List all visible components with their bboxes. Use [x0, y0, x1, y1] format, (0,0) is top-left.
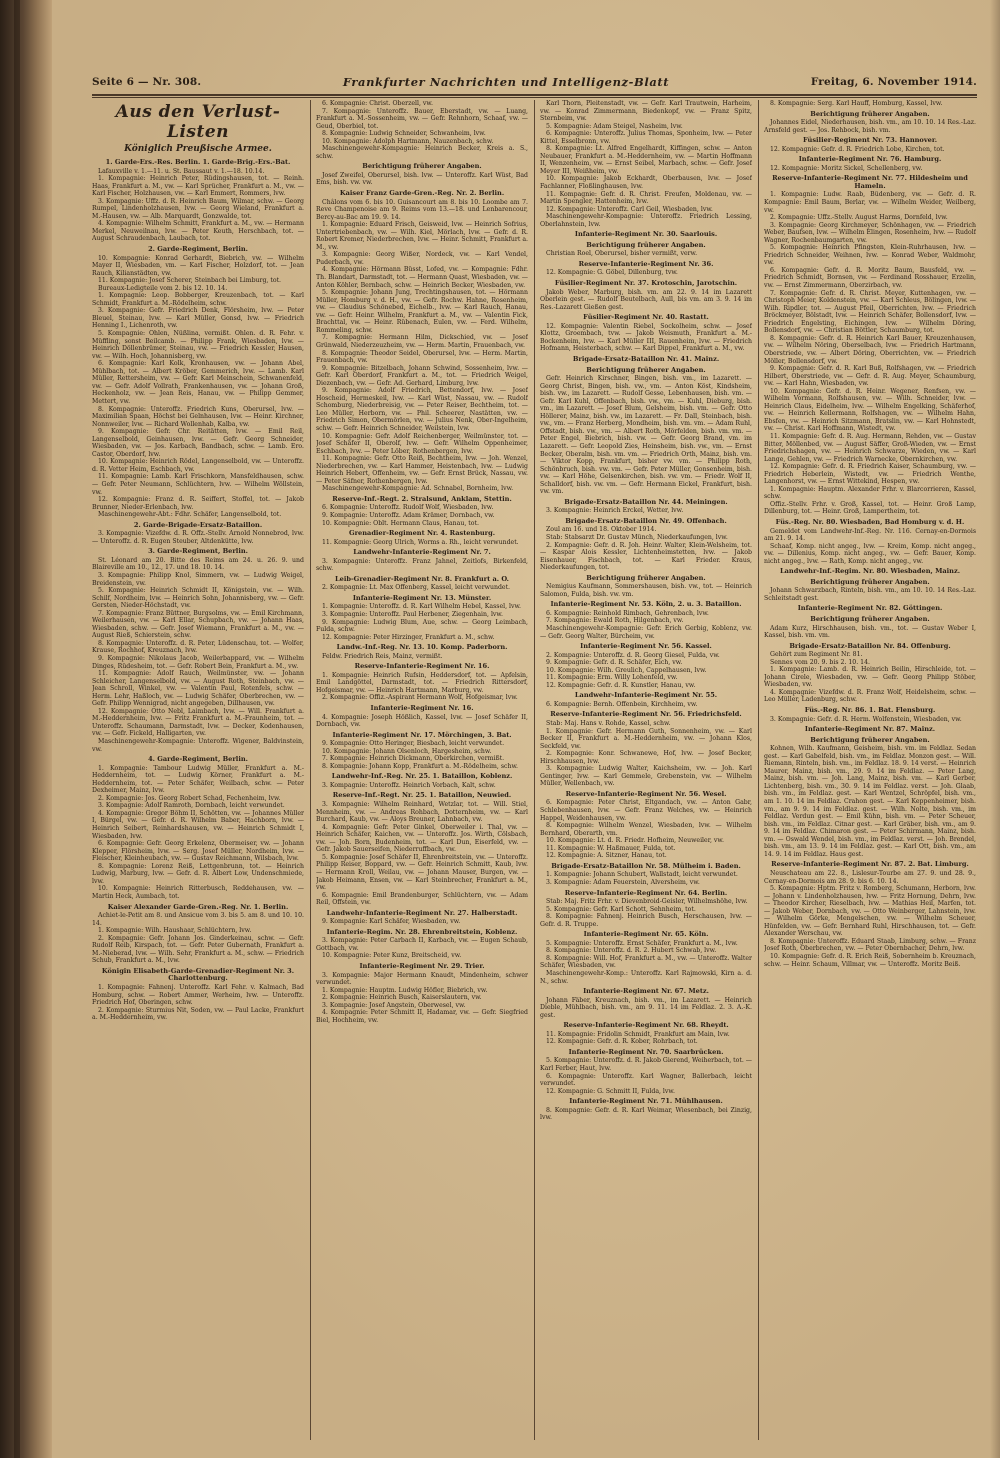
list-entry: 5. Kompagnie: Johann Jung, Trechtingshausen, tot. — Hörmann Müller, Homburg v. d. H., vw. — Gefr. Rochw. Hahne, Rosenheim, vw. — Claudius Schönebed, Eichelb., lvw. — Karl Rauch, Hanau, vw. — Gefr. Heinr. Wilhelm, Frankfurt a. M., vw. — Valentin Fick, Brachttal, vw. — Heinr. Rübenach, Eulen, vw. — Ferd. Wilhelm, Rommeling, schw.: [316, 289, 528, 334]
section-heading: Königin Elisabeth-Garde-Grenadier-Regiment Nr. 3. Charlottenburg.: [101, 966, 295, 983]
list-entry: 9. Kompagnie: Gefr. d. R. Karl Buß, Rolfshagen, vw. — Friedrich Hilbert, Oberstriede, vw. — Gefr. d. R. Aug. Meyer, Schaumburg, vw. — Karl Hahn, Wiesbaden, vw.: [764, 365, 976, 388]
section-heading: Reserve-Infanterie-Regiment Nr. 56. Wesel.: [565, 789, 727, 798]
column-rule: [310, 100, 311, 1440]
list-entry: St. Léonard am 20. Bitte des Reims am 24. u. 26. 9. und Blaireville am 10., 12., 17. und 18. 10. 14.: [92, 556, 304, 572]
list-entry: Offiz.-Stellv. Frhr. v. Groß, Kassel, tot. — Heinr. Groß Lamp, Dillenburg, tot. — Heinr. Groß, Lampertheim, tot.: [764, 500, 976, 516]
list-entry: 8. Kompagnie: Unteroffz. Friedrich Kuns, Oberursel, lvw. — Maximilian Spaan, Höchst bei Gelnhausen, lvw. — Heinr. Kirchner, Nonnweiler, lvw. — Richard Wollenhab, Kalba, vw.: [92, 405, 304, 428]
list-entry: Gehört zum Regiment Nr. 81.: [770, 651, 863, 659]
list-entry: 10. Kompagnie: Oblt. Hermann Claus, Hanau, tot.: [322, 519, 479, 527]
list-entry: Lafauxville v. 1.—11. u. St. Baussaut v. 1.—18. 10.14.: [98, 167, 265, 175]
list-entry: 5. Kompagnie: Unteroffz. d. R. Jakob Gierend, Weiherbach, tot. — Karl Ferber, Haut, lvw.: [540, 1057, 752, 1072]
list-entry: 3. Kompagnie: Georg Wißer, Nordeck, vw. — Karl Vendel, Puderbach, vw.: [316, 251, 528, 266]
list-entry: 8. Kompagnie: Gefr. d. R. Heinrich Karl Bauer, Kreuzenhausen, vw. — Wilhelm Nöring, Oberselbach, lvw. — Friedrich Hartmann, Oberstriede, vw. — Albert Döring, Oberrichten, vw. — Friedrich Möller, Bollensdorf, vw.: [764, 334, 976, 365]
list-entry: 2. Kompagnie: Gefr. d. R. Joh. Heinr. Walter, Klein-Welsheim, tot. — Kaspar Alois Kessler, Lichtenheimstetten, lvw. — Jakob Eisenhauer, Fischbach, tot. — Karl Frieder. Kraus, Niederkaufungen, tot.: [540, 541, 752, 572]
list-entry: 1. Kompagnie: Lamb. d. R. Heinrich Beilin, Hirschleide, tot. — Johann Cirele, Wiesbaden, vw. — Gefr. Georg Philipp Stöber, Wiesbaden, vw.: [764, 666, 976, 689]
masthead-title: Frankfurter Nachrichten und Intelligenz-Blatt: [342, 75, 670, 89]
section-heading: Berichtigung früherer Angaben.: [362, 162, 482, 171]
list-entry: 8. Kompagnie: Lorenz Reiß, Lettgenbrunn, tot. — Heinrich Ludwig, Marburg, lvw. — Gefr. d. R. Albert Low, Undenschmiede, lvw.: [92, 862, 304, 885]
list-entry: 9. Kompagnie: Nikolaus Jacob, Weilerbappard, vw. — Wilhelm Dinges, Rüdesheim, tot. — Gefr. Robert Bein, Frankfurt a. M., vw.: [92, 655, 304, 670]
section-heading: 3. Garde-Regiment, Berlin.: [148, 547, 248, 556]
list-entry: 11. Kompagnie: Gefr. d. R. Christ. Freufen, Moldenau, vw. — Martin Spengler, Hattenheim, lvw.: [540, 190, 752, 206]
section-heading: Infanterie-Regiment Nr. 29. Trier.: [359, 961, 485, 970]
list-entry: 5. Kompagnie: Josef Schäfer II, Ehrenbreitstein, vw. — Unteroffz. Philipp Reiser, Boppard, vw. — Gefr. Heinrich Schmitt, Kaub, lvw. — Hermann Kroll, Weilau, vw. — Johann Mauser, Burgen, vw. — Jakob Heimann, Ensen, vw. — Karl Steinbrecher, Frankfurt a. M., vw.: [316, 853, 528, 892]
list-entry: 12. Kompagnie: Peter Hirzinger, Frankfurt a. M., schw.: [322, 633, 495, 641]
list-entry: Jakob Weber, Marburg, bish. vm. am 22. 9. 14 im Lazarett Oberlein gest. — Rudolf Beutelbach, Aull, bis vm. am 3. 9. 14 im Res.-Lazarett Gießen gest.: [540, 288, 752, 311]
list-entry: Stab: Maj. Hans v. Rohde, Kassel, schw.: [546, 720, 671, 728]
list-entry: 8. Kompagnie: Fahnenj. Heinrich Busch, Herschausen, lvw. — Gefr. d. R. Truppe.: [540, 913, 752, 928]
section-heading: Infanterie-Regiment Nr. 67. Metz.: [583, 987, 709, 996]
section-heading: Füsilier-Regiment Nr. 37. Krotoschin, Jarotschin.: [554, 279, 738, 288]
section-heading: Reserve-Infanterie-Regiment Nr. 36.: [578, 259, 714, 268]
list-entry: 9. Kompagnie: Adolf Friedrich, Bettendorf, lvw. — Josef Hoscheid, Hermeskeil, lvw. — Karl Wüst, Nassau, vw. — Rudolf Schomburg, Niederbreisig, vw. — Peter Reiser, Bechtheim, tot. — Leo Müller, Herborn, vw. — Phil. Scheerer, Nastätten, vw. — Friedrich Simon, Obermörlen, vw. — Julius Nenk, Ober-Ingelheim, schw. — Gefr. Heinrich Schneider, Weilstein, lvw.: [316, 387, 528, 432]
list-entry: 6. Kompagnie: Gefr. Georg Erkelenz, Obermeiser, vw. — Johann Klepper, Flörsheim, lvw. — Serg. Josef Müller, Nordheim, lvw. — Fleischer, Kleinheubach, vw. — Gustav Reichmann, Wilsbach, lvw.: [92, 840, 304, 863]
list-entry: 9. Kompagnie: Unteroffz. Adam Krämer, Dornbach, vw.: [322, 511, 495, 519]
list-entry: 10. Kompagnie: Gefr. d. R. Heinr. Wegener, Renfsen, vw. — Wilhelm Vormann, Rolfshausen, vw. — Wilh. Schneider, lvw. — Heinrich Claus, Eidelheim, lvw. — Wilhelm Engelking, Schäferhof, vw. — Heinrich Kellermann, Rolfshagen, vw. — Wilhelm Hahn, Ebsfen, vw. — Heinrich Sitzmann, Bratslin, vw. — Karl Hohnstedt, vw. — Christ. Karl Hoffmann, Wistedt, vw.: [764, 387, 976, 433]
list-entry: 5. Kompagnie: Adam Steigel, Nasheim, lvw.: [546, 122, 683, 130]
list-entry: Maschinengewehr-Kompagnie: Heinrich Becker, Kreis a. S., schw.: [316, 145, 528, 160]
column-4: [764, 100, 976, 1440]
list-entry: 10. Kompagnie: Peter Kunz, Breitscheid, vw.: [322, 952, 462, 960]
list-entry: 10. Kompagnie: Johann Olsenloch, Hargesheim, schw.: [322, 747, 492, 755]
list-entry: Josef Zweifel, Oberursel, bish. lvw. — Unteroffz. Karl Wüst, Bad Ems, bish. vw. vw.: [316, 171, 528, 187]
section-heading: Berichtigung früherer Angaben.: [586, 365, 706, 374]
section-heading: Füs.-Reg. Nr. 80. Wiesbaden, Bad Homburg v. d. H.: [775, 517, 965, 526]
list-entry: 1. Kompagnie: Unteroffz. d. R. Karl Wilhelm Hebel, Kassel, lvw.: [322, 603, 522, 611]
list-entry: 10. Kompagnie: Heinrich Ritterbusch, Reddehausen, vw. — Martin Heck, Aumbach, tot.: [92, 885, 304, 900]
list-entry: 1. Kompagnie: Tambour Ludwig Müller, Frankfurt a. M.-Heddernheim, tot. — Ludwig Körner, Frankfurt a. M.-Heddernheim, tot. — Peter Schäfer, Weilbach, schw. — Peter Dexheimer, Mainz, lvw.: [92, 764, 304, 795]
list-entry: 2. Kompagnie: Konr. Schwanewe, Hof, lvw. — Josef Becker, Hirschhausen, lvw.: [540, 750, 752, 765]
list-entry: 2. Kompagnie: Sturmius Nit, Soden, vw. — Paul Lacke, Frankfurt a. M.-Heddernheim, vw.: [92, 1006, 304, 1022]
list-entry: 9. Kompagnie: Karl Schäfer, Wiesbaden, vw.: [322, 918, 461, 926]
list-entry: Gemeldet vom Landwehr-Inf.-Reg. Nr. 116. Cernay-en-Dormois am 21. 9. 14.: [764, 527, 976, 543]
list-entry: 2. Kompagnie: Lt. Max Offenberg, Kassel, leicht verwundet.: [322, 584, 511, 592]
list-entry: 12. Kompagnie: Unteroffz. Carl Geil, Wiesbaden, lvw.: [546, 205, 713, 213]
list-entry: 3. Kompagnie: Adolf Ramroth, Dornbach, leicht verwundet.: [98, 802, 285, 810]
list-entry: 3. Kompagnie: Gefr. Friedrich Denk, Flörsheim, lvw. — Peter Bleuel, Steinau, lvw. — Karl Müller, Gonsd, lvw. — Friedrich Henning I., Lichenroth, vw.: [92, 307, 304, 330]
list-entry: 6. Kompagnie: Peter Christ, Eltgandach, vw. — Anton Gabr, Schlebenhausen, lvw. — Gefr. Franz Welches, vw. — Heinrich Happel, Weidenhausen, vw.: [540, 799, 752, 822]
list-entry: 7. Kompagnie: Ewald Roth, Hilgenbach, vw.: [546, 617, 684, 625]
section-heading: Berichtigung früherer Angaben.: [810, 577, 930, 586]
column-1: [92, 100, 304, 1440]
page-edge-shadow: [990, 0, 1000, 1458]
list-entry: 4. Kompagnie: Peter Schmitt II, Hadamar, vw. — Gefr. Siegfried Biel, Hochheim, vw.: [316, 1009, 528, 1024]
page-number: Seite 6 — Nr. 308.: [92, 76, 202, 88]
list-entry: 11. Kompagnie: W. Haßmauer, Fulda, tot.: [546, 844, 676, 852]
list-entry: Maschinengewehr-Kompagnie: Unteroffz. Friedrich Lessing, Oberlahnstein, lvw.: [540, 213, 752, 228]
section-heading: Reserve-Infanterie-Regiment Nr. 64. Berlin.: [564, 888, 728, 897]
list-entry: Adam Kurz, Hirschhausen, bish. vm., tot. — Gustav Weber I, Kassel, bish. vm. vm.: [764, 624, 976, 640]
list-entry: Stab: Maj. Fritz Frhr. v. Dievenbroid-Geisler, Wilhelmshöhe, lvw.: [546, 898, 748, 906]
list-entry: 10. Kompagnie: Jakob Eckhardt, Oberbausen, lvw. — Josef Fachlanner, Floßlinghausen, lvw.: [540, 175, 752, 191]
section-heading: Berichtigung früherer Angaben.: [586, 573, 706, 582]
list-entry: Stab: Stabsarzt Dr. Gustav Münch, Niederkaufungen, lvw.: [546, 533, 728, 541]
section-heading: Infanterie-Regiment Nr. 56. Kassel.: [580, 642, 712, 651]
section-heading: Brigade-Ersatz-Bataillon Nr. 41. Mainz.: [572, 354, 720, 363]
list-entry: 11. Kompagnie: Adolf Rauch, Weilmünster, vw. — Johann Schleicher, Langenselbold, vw. — August Roth, Steinbach, vw. — Jean Schroll, Winkel, vw. — Valentin Paul, Rotenfels, schw. — Herm. Lehr, Haßloch, vw. — Ludwig Schäfer, Oberbrechen, vw. — Gefr. Philipp Wennigrad, nicht angegeben, Dillhausen, vw.: [92, 670, 304, 708]
section-heading: Berichtigung früherer Angaben.: [810, 109, 930, 118]
list-entry: 8. Kompagnie: Unteroffz. d. R. Peter, Lüdenschau, tot. — Wolfer, Krause, Rochhof, Kreuznach, lvw.: [92, 639, 304, 655]
list-entry: 4. Kompagnie: Hörmann Büsst, Lofed, vw. — Kompagnie: Fdhr. Th. Blandart, Darmstadt, tot. — Hermann Quast, Wiesbaden, vw. — Anton Köhler, Bernbach, schw. — Heinrich Becker, Wiesbaden, vw.: [316, 266, 528, 289]
section-heading: Infanterie-Regiment Nr. 82. Göttingen.: [797, 604, 943, 613]
list-entry: 6. Kompagnie: Unteroffz. Julius Thomas, Sponheim, lvw. — Peter Kittel, Esselbronn, vw.: [540, 130, 752, 145]
list-entry: 5. Kompagnie: Gefr. Karl Schott, Sehnheim, tot.: [546, 905, 696, 913]
list-entry: 2. Kompagnie: Jos. Georg Robert Schad, Fechenheim, lvw.: [98, 794, 281, 802]
list-entry: 1. Kompagnie: Heinrich Peter, Rüdingshausen, tot. — Reinh. Haas, Frankfurt a. M., vw. — Karl Sprücher, Frankfurt a. M., vw. — Karl Fischer, Holzhausen, vw. — Karl Emmert, Rommers, lvw.: [92, 175, 304, 198]
list-entry: 1. Kompagnie: Wilh. Haushaar, Schlüchtern, lvw.: [98, 927, 252, 935]
list-entry: 8. Kompagnie: Wilhelm Wenzel, Wiesbaden, lvw. — Wilhelm Bernhard, Oberarth, vm.: [540, 822, 752, 837]
section-heading: Infanterie-Regiment Nr. 53. Köln, 2. u. 3. Bataillon.: [550, 600, 742, 609]
list-entry: 7. Kompagnie: Heinrich Dickmann, Oberkirchen, vermißt.: [322, 755, 505, 763]
list-entry: Johann Fäber, Kreuznach, bish. vm., im Lazarett. — Heinrich Dieble, Mühlbach, bish. vm., am 9. 11. 14 im Feldlaz. 2. 3. A.-K. gest.: [540, 996, 752, 1019]
section-heading: Infanterie-Regiment Nr. 16.: [370, 704, 474, 713]
section-heading: Landwehr-Infanterie-Regiment Nr. 7.: [353, 548, 491, 557]
list-entry: Bureaux-Ledigteile vom 2. bis 12. 10. 14.: [98, 284, 228, 292]
section-heading: Berichtigung früherer Angaben.: [586, 240, 706, 249]
section-heading: 1. Garde-Ers.-Res. Berlin. 1. Garde-Brig.-Ers.-Bat.: [105, 158, 291, 166]
list-entry: 8. Kompagnie: Lt. Alfred Engelhardt, Kiffingen, schw. — Anton Neubauer, Frankfurt a. M.-Heddernheim, vw. — Martin Hoffmann II, Wenzenheim, vw. — Ernst Seibel, Marbach, schw. — Gefr. Josef Meyer III, Weißheim, vw.: [540, 145, 752, 175]
column-rule: [534, 100, 535, 1440]
list-entry: 8. Kompagnie: Will. Hof, Frankfurt a. M., vw. — Unteroffz. Walter Schäfer, Wiesbaden, vw.: [540, 954, 752, 970]
section-heading: Infanterie-Regiment Nr. 87. Mainz.: [804, 725, 936, 734]
list-entry: 1. Kompagnie: Gefr. Hermann Guth, Sonnenheim, vw. — Karl Becker II, Frankfurt a. M.-Heddernheim, vw. — Johann Klos, Seckfeld, vw.: [540, 727, 752, 750]
list-entry: 10. Kompagnie: Lt. d. R. Friedr. Hofheim, Neuweiler, vw.: [546, 837, 724, 845]
list-entry: 6. Kompagnie: Bernh. Offenbein, Kirchheim, vw.: [546, 700, 698, 708]
list-entry: 10. Kompagnie: Konrad Gerhardt, Biebrich, vw. — Wilhelm Mayer II, Wiesbaden, vm. — Karl Fischer, Holzdorf, tot. — Jean Rauch, Kilianstädten, vw.: [92, 254, 304, 277]
list-entry: 8. Kompagnie: Ludwig Schneider, Schwanheim, lvw.: [322, 130, 486, 138]
column-3: [540, 100, 752, 1440]
subhead: Königlich Preußische Armee.: [124, 144, 272, 154]
list-entry: 7. Kompagnie: Gefr. d. R. Christ. Meyer, Kuttenhagen, vw. — Christoph Meier, Koldenstein, vw. — Karl Schleus, Bölingen, lvw. — Wilh. Ripdler, tot. — August Pfeil, Oberrichten, lvw. — Friedrich Bröckmeyer, Bölstadt, lvw. — Heinrich Schäfer, Bollensdorf, lvw. — Friedrich Engelsting, Eichingen, lvw. — Wilhelm Döring, Bollensdorf, vw. — Christian Böttler, Schaumburg, tot.: [764, 289, 976, 335]
list-entry: 4. Kompagnie: Gefr. Peter Ginkel, Oberweiler i. Thal, vw. — Heinrich Schäfer, Kaichen, vw. — Unteroffz. Jos. Wirth, Cölsbach, vw. — Joh. Born, Budenheim, tot. — Karl Dun, Eiserfeld, vw. — Gefr. Jakob Sauerseifen, Niederruffbach, vw.: [316, 823, 528, 854]
list-entry: Maschinengewehr-Kompagnie: Unteroffz. Wigener, Baldvinstein, vw.: [92, 738, 304, 753]
list-entry: 12. Kompagnie: A. Sitzner, Hanau, tot.: [546, 852, 667, 860]
list-entry: Achiet-le-Petit am 8. und Ansicue vom 3. bis 5. am 8. und 10. 10. 14.: [92, 912, 304, 927]
list-entry: 12. Kompagnie: Gefr. d. R. Friedrich Kaiser, Schaumburg, vw. — Friedrich Heberlein, Wistedt, vw. — Friedrich Wenthe, Langenhorst, vw. — Ernst Wittekind, Hespen, vw.: [764, 463, 976, 486]
section-heading: 4. Garde-Regiment, Berlin.: [148, 755, 248, 764]
list-entry: 3. Kompagnie: Uffz. d. R. Heinrich Baum, Wilmar, schw. — Georg Rumpel, Lindenholzhausen, lvw. — Georg Wieland, Frankfurt a. M.-Hausen, vw. — Alb. Marquardt, Gonzwalde, tot.: [92, 197, 304, 220]
section-heading: Landwehr-Inf.-Reg. Nr. 25. 1. Bataillon, Koblenz.: [331, 772, 513, 781]
list-entry: 8. Kompagnie: Unteroffz. d. R. 2. Hubert Schwab, lvw.: [546, 947, 717, 955]
list-entry: Kohnen, Wilh. Kaufmann, Geisheim, bish. vm. im Feldlaz. Sedan gest. — Karl Gabelfeld, bish. vm., im Feldlaz. Monzon gest. — Will. Riemann, Rinteln, bish. vm., im Feldlaz. 18. 9. 14 verst. — Heinrich Maurer, Mainz, bish. vm., 29. 9. 14 im Feldlaz. — Peter Lang, Mainz, bish. vm. — Joh. Lang, Mainz, bish. vm. — Karl Gerber, Lichtenberg, bish. vm., 30. 9. 14 im Feldlaz. verst. — Joh. Glaab, bish. vm., im Feldlaz. gest. — Karl Wentzel, Schröpfel, bish. vm., am 1. 10. 14 im Feldlaz. Crahon gest. — Karl Keppenheimer, bish. vm., am 9. 9. 14 im Feldlaz. gest. — Wilh. Nolte, bish. vm., im Feldlaz. Verdun gest. — Emil Kühn, bish. vm. — Peter Scheuer, bish. vm., im Feldlaz. Citnar gest. — Karl Gräber, bish. vm., am 9. 9. 14 im Feldlaz. Chimaron gest. — Peter Schirmann, Mainz, bish. vm. — Oswald Wendel, bish. vm., im Feldlaz. verst. — Joh. Brendel, bish. vm., am 13. 9. 14 im Feldlaz. gest. — Karl Ott, bish. vm., am 14. 9. 14 im Feldlaz. Haus gest.: [764, 745, 976, 858]
list-entry: 3. Kompagnie: Josef Angstein, Oberwesel, vw.: [322, 1001, 466, 1009]
list-entry: 6. Kompagnie: Unteroffz. Karl Wagner, Ballerbach, leicht verwundet.: [540, 1072, 752, 1088]
section-heading: Reserve-Infanterie-Regiment Nr. 56. Friedrichsfeld.: [550, 710, 742, 719]
section-heading: Brigade-Ersatz-Bataillon Nr. 58. Mülheim i. Baden.: [551, 861, 741, 870]
list-entry: Maschinengewehr-Abt.: Fdhr. Schäfer, Langenselbold, tot.: [98, 511, 282, 519]
section-heading: Brigade-Ersatz-Bataillon Nr. 44. Meiningen.: [564, 497, 728, 506]
section-heading: Infanterie-Regiment Nr. 76. Hamburg.: [798, 155, 942, 164]
list-entry: Châlons vom 6. bis 10. Guisancourt am 8. bis 10. Loombe am 7. Reve Champenoise am 9. Reims vom 13.—18. und Lenbarencour, Bercy-au-Bac am 19. 9. 14.: [316, 198, 528, 221]
list-entry: 5. Kompagnie: Heinrich Schmidt II, Königstein, vw. — Wilh. Schilf, Nordheim, lvw. — Heinrich Sohn, Johannisberg, vw. — Gefr. Gersten, Nieder-Höchstadt, vw.: [92, 587, 304, 610]
book-binding: [0, 0, 52, 1458]
list-entry: 10. Kompagnie: Wilh. Greulich, Cappelhausen, lvw.: [546, 666, 707, 674]
list-entry: 6. Kompagnie: Emil Brandenburger, Schlüchtern, vw. — Adam Reil, Offstein, vw.: [316, 891, 528, 907]
list-entry: 12. Kompagnie: Moritz Sickel, Schellenberg, vw.: [770, 164, 923, 172]
list-entry: 3. Kompagnie: Major Hermann Knaudt, Mindenheim, schwer verwundet.: [316, 971, 528, 987]
section-heading: Infanterie-Regiment Nr. 13. Münster.: [352, 593, 492, 602]
list-entry: 3. Kompagnie: Unteroffz. Paul Herbener, Ziegenhain, lvw.: [322, 611, 503, 618]
list-entry: 3. Kompagnie: Gefr. d. R. Herm. Wolfenstein, Wiesbaden, vw.: [770, 715, 962, 723]
list-entry: Maschinengewehr-Komp.: Unteroffz. Karl Rajmowski, Kirn a. d. N., schw.: [540, 969, 752, 985]
list-entry: 4. Kompagnie: Gregor Böhm II, Schötten, vw. — Johannes Müller I, Bürgel, vw. — Gefr. d. R. Wilhelm Baber, Hachborn, lvw. — Heinrich Seibert, Reinhardshausen, vw. — Heinrich Schmidt I, Wiesbaden, lvw.: [92, 809, 304, 840]
list-entry: Sennes vom 20. 9. bis 2. 10. 14.: [770, 658, 871, 666]
binding-stripe: [14, 0, 20, 1458]
list-entry: Gefr. Heinrich Kirschner, Bingen, bish. vm., im Lazarett. — Georg Christ, Bingen, bish. vw., vm. — Anton Köst, Kindsheim, bish. vw., im Lazarett. — Rudolf Gesse, Lebenhausen, bish. vm. — Gefr. Karl Kuhl, Offenbach, bish. vw., vm. — Kuhl, Dieburg, bish. vm., im Lazarett. — Josef Blum, Gelsheim, bish. vm. — Gefr. Otto Höllerer, Mainz, bish. vw., im Lazarett. — Fr. Dall, Steinbach, bish. vw., vm. — Franz Herberg, Mondheim, bish. vm. vm. — Adam Ruhl, Offstadt, bish. vw., vm. — Albert Roth, Mörfelden, bish. vm. vm. — Peter Engel, Biebrich, bish. vw. — Gefr. Georg Brand, vm. im Lazarett. — Gefr. Leopold Zies, Heinsheim, bish. vw., vm. — Ernst Becker, Oberalm, bish. vm. vm. — Friedrich Orth, Mainz, bish. vm. — Viktor Kopp, Frankfurt, bisher vw. vm. — Philipp Roth, Schönbruch, bish. vw. vm. — Gefr. Peter Müller, Gonsenheim, bish. vw. — Karl Höhe, Gelsenkirchen, bish. vw. vm. — Friedr. Wolf II, Schalldorf, bish. vw. vm. — Gefr. Hermann Eickel, Frankfurt, bish. vw. vm.: [540, 375, 752, 496]
section-heading: Infanterie-Regiment Nr. 71. Mühlhausen.: [569, 1097, 723, 1106]
section-heading: Füsilier-Regiment Nr. 40. Rastatt.: [583, 313, 709, 322]
section-heading: Reserve-Infanterie-Regiment Nr. 87. 2. Bat. Limburg.: [771, 860, 969, 869]
column-rule: [758, 100, 759, 1440]
list-entry: 2. Kompagnie: Unteroffz. d. R. Georg Giesel, Fulda, vw.: [546, 651, 720, 659]
section-heading: Kaiser Franz Garde-Gren.-Reg. Nr. 2. Berlin.: [339, 189, 505, 198]
list-entry: 3. Kompagnie: Wilhelm Reinhard, Wetzlar, tot. — Will. Stiel, Mennheim, vw. — Andreas Rohbach, Dotternheim, vw. — Karl Burchard, Kaub, vw. — Aloys Breuner, Lahnbach, vw.: [316, 801, 528, 824]
page-header: [92, 72, 977, 92]
section-heading: Landwehr-Infanterie-Regiment Nr. 27. Halberstadt.: [326, 908, 518, 917]
list-entry: 7. Kompagnie: Franz Büttner, Burgsolms, vw. — Emil Kirchmann, Weilerhausen, vw. — Karl Ellar, Schupbach, vw. — Johann Haas, Wiesbaden, schw. — Gefr. Josef Wiemann, Frankfurt a. M., vw. — August Rieß, Schierstein, schw.: [92, 609, 304, 640]
list-entry: 9. Kompagnie: Bitzelbach, Johann Schwind, Sossenheim, lvw. — Gefr. Karl Oberdorf, Frankfurt a. M., tot. — Friedrich Weigel, Diezenbach, vw. — Gefr. Ad. Gerhard, Limburg, lvw.: [316, 364, 528, 387]
list-entry: 11. Kompagnie: Gefr. Otto Reiß, Bechtheim, lvw. — Joh. Wenzel, Niederbrechen, vw. — Karl Hammer, Heistenbach, lvw. — Ludwig Heinrich Hebert, Offenheim, vw. — Gefr. Ernst Brück, Nassau, vw. — Peter Säfner, Rothenbergen, lvw.: [316, 455, 528, 485]
list-entry: 5. Kompagnie: Heinrich Pfingsten, Klein-Ruhrhausen, lvw. — Friedrich Schneider, Weihnen, lvw. — Konrad Weber, Waldmohr, vw.: [764, 244, 976, 267]
list-entry: 3. Kompagnie: Heinrich Erckel, Wetter, lvw.: [546, 507, 684, 515]
list-entry: 5. Kompagnie: Hptm. Fritz v. Romberg, Schumann, Herborn, lvw. — Johann v. Lindenholzhausen, lvw. — Fritz Hornung, Dehrn, lvw. — Theodor Kircher, Rieselbach, lvw. — Mathias Heil, Marfen, tot. — Jakob Weber, Dornbach, vw. — Otto Weinberger, Lahnstein, lvw. — Wilhelm Görke, Mengelschen, vw. — Wilhelm Scheuer, Hünfelden, vw. — Gefr. Bernhard Ruhl, Hirschhausen, tot. — Gefr. Alexander Werschau, vw.: [764, 885, 976, 938]
list-entry: 1. Kompagnie: Heinrich Rufsin, Heddersdorf, tot. — Apfelsin, Emil Landgöttel, Darmstadt, tot. — Friedrich Rittersdorf, Hofgeismar, vw. — Heinrich Hartmann, Marburg, vw.: [316, 671, 528, 694]
list-entry: Neuschateau am 22. 8., Lislesur-Tourbe am 27. 9. und 28. 9., Cernay-en-Dormois am 28. 9. bis 6. 10. 14.: [764, 869, 976, 885]
list-entry: 11. Kompagnie: Fridolin Schmidt, Frankfurt am Main, lvw.: [546, 1030, 730, 1038]
section-heading: 2. Garde-Brigade-Ersatz-Bataillon.: [133, 520, 263, 529]
list-entry: 1. Kompagnie: Fahnenj. Unteroffz. Karl Fehr. v. Kalmach, Bad Homburg, schw. — Robert Ammer, Werheim, lvw. — Unteroffz. Friedrich Hof, Oberingen, schw.: [92, 983, 304, 1007]
section-heading: Berichtigung früherer Angaben.: [810, 735, 930, 744]
list-entry: 12. Kompagnie: Gefr. d. R. Kober, Rohrbach, tot.: [546, 1038, 698, 1046]
list-entry: 2. Kompagnie: Uffz.-Stellv. August Harms, Dornfeld, lvw.: [770, 214, 948, 222]
section-heading: Brigade-Ersatz-Bataillon Nr. 84. Offenburg.: [789, 641, 951, 650]
list-entry: 12. Kompagnie: Gefr. d. R. Kunstler, Hanau, vw.: [546, 681, 696, 689]
list-entry: Feldw. Friedrich Reis, Mainz, vermißt.: [322, 652, 443, 660]
list-entry: Nemigius Kaufmann, Sommershausen, bish. vw., tot. — Heinrich Salomon, Fulda, bish. vw. vm.: [540, 583, 752, 598]
section-heading: Reserve-Infanterie-Regiment Nr. 68. Rheydt.: [563, 1021, 729, 1030]
list-entry: 3. Kompagnie: Unteroffz. Franz Jahnel, Zeitlofs, Birkenfeld, schw.: [316, 557, 528, 573]
section-heading: Berichtigung früherer Angaben.: [810, 615, 930, 623]
section-heading: Infanterie-Regiment Nr. 30. Saarlouis.: [574, 230, 718, 239]
section-heading: Landwehr-Inf.-Regim. Nr. 80. Wiesbaden, Mainz.: [780, 567, 960, 576]
list-entry: Johann Schwarzbach, Rinteln, bish. vm., am 10. 10. 14 Res.-Laz. Schleitstadt gest.: [764, 587, 976, 602]
list-entry: 1. Kompagnie: Leop. Bobberger, Kreuzenbach, tot. — Karl Schmidt, Frankfurt a. M.-Rödelheim, schw.: [92, 292, 304, 307]
section-heading: Kaiser Alexander Garde-Gren.-Reg. Nr. 1. Berlin.: [107, 902, 289, 911]
section-heading: Grenadier-Regiment Nr. 4. Rastenburg.: [348, 529, 496, 538]
section-heading: Reserve-Infanterie-Regiment Nr. 77. Hildesheim und Hameln.: [772, 174, 968, 190]
list-entry: 9. Kompagnie: Gefr. d. R. Schäfer, Eich, vw.: [546, 659, 683, 667]
list-entry: 11. Kompagnie: Lamb. Karl Frischkorn, Mansfeldhausen, schw. — Gefr. Peter Neumann, Schlüchtern, lvw. — Wilhelm Wöllstein, vw.: [92, 473, 304, 496]
list-entry: 5. Kompagnie: Unteroffz. Ernst Schäfer, Frankfurt a. M., lvw.: [546, 939, 738, 947]
list-entry: Maschinengewehr-Kompagnie: Ad. Schnabel, Bornheim, lvw.: [322, 485, 514, 493]
section-heading: Reserve-Infanterie-Regiment Nr. 16.: [354, 662, 490, 671]
list-entry: 12. Kompagnie: G. Schmitt II, Fulda, lvw.: [546, 1087, 675, 1095]
list-entry: 3. Kompagnie: Adam Feuerstein, Alversheim, vw.: [546, 878, 700, 886]
list-entry: 10. Kompagnie: Adolph Hartmann, Nauzenbach, schw.: [322, 137, 494, 145]
list-entry: 6. Kompagnie: Gefr. d. R. Moritz Baum, Bausfeld, vw. — Friedrich Schmidt, Bornsen, vw. — Ferdinand Rosshauer, Erzelin, vw. — Ernst Zimmermann, Oberzirbach, vw.: [764, 266, 976, 290]
list-entry: 8. Kompagnie: Serg. Karl Hauff, Homburg, Kassel, lvw.: [770, 100, 943, 107]
list-entry: 11. Kompagnie: Erm. Willy Lohenfeld, vw.: [546, 674, 678, 682]
list-entry: Schaaf, Komp. nicht angeg., lvw. — Kreim, Komp. nicht angeg., vw. — Dillenius, Komp. nicht angeg., vw. — Gefr. Bauer, Komp. nicht angeg., lvw. — Rath, Komp. nicht angeg., vw.: [764, 542, 976, 565]
list-entry: 3. Kompagnie: Philipp Knol, Simmern, vw. — Ludwig Weigel, Breidenstein, vw.: [92, 571, 304, 587]
issue-date: Freitag, 6. November 1914.: [810, 76, 977, 88]
list-entry: Maschinengewehr-Kompagnie: Gefr. Erich Gerbig, Koblenz, vw. — Gefr. Georg Walter, Bürcheim, vw.: [540, 625, 752, 640]
section-heading: Brigade-Ersatz-Bataillon Nr. 49. Offenbach.: [565, 516, 727, 525]
section-heading: Landwehr-Infanterie-Regiment Nr. 55.: [574, 691, 718, 700]
section-heading: Füsilier-Regiment Nr. 73. Hannover.: [802, 136, 938, 145]
list-entry: 8. Kompagnie: Gefr. d. R. Karl Weimar, Wiesenbach, bei Zinzig, lvw.: [540, 1106, 752, 1122]
list-entry: 12. Kompagnie: Otto Nebl, Laimbach, lvw. — Will. Frankfurt a. M.-Heddernheim, lvw. — Fritz Frankfurt a. M.-Fraunheim, tot. — Unteroffz. Schaumann, Darmstadt, lvw. — Decker, Kodenhausen, vw. — Gefr. Fickeld, Halligarten, vw.: [92, 707, 304, 738]
list-entry: 10. Kompagnie: Gefr. d. R. Erich Reiß, Sobernheim b. Kreuznach, schw. — Heinr. Schaum, Villmar, vw. — Unteroffz. Moritz Beiß.: [764, 952, 976, 968]
section-heading: Infanterie-Regiment Nr. 65. Köln.: [583, 930, 709, 939]
list-entry: 7. Kompagnie: Unteroffz. Bauer, Eberstadt, vw. — Luang, Frankfurt a. M.-Sossenheim, vw. — Gefr. Rehnhorn, Schaaf, vw. — Geud, Oberbiel, tot.: [316, 107, 528, 130]
list-entry: 1. Kompagnie: Ludw. Raab, Büdenberg, vw. — Gefr. d. R. Kompagnie: Emil Baum, Berlar, vw. — Wilhelm Weider, Weilberg, vw.: [764, 191, 976, 214]
list-entry: 10. Kompagnie: Gefr. Adolf Reichenberger, Weilmünster, tot. — Josef Schäfer II, Oberolf, lvw. — Gefr. Wilhelm Oppenheimer, Eschbach, lvw. — Peter Löber, Rothenbergen, lvw.: [316, 432, 528, 455]
list-entry: 12. Kompagnie: G. Göbel, Dillenburg, tvw.: [546, 269, 678, 277]
section-heading: Infanterie-Regiment Nr. 17. Mörchingen, 3. Bat.: [332, 730, 512, 739]
list-entry: 6. Kompagnie: Karl Kolk, Kronhausen, vw. — Johann Abel, Mühlbach, tot. — Albert Kröber, Gemmerich, lvw. — Lamb. Karl Müller, Rettersheim, vw. — Gefr. Karl Meinschein, Schwanenfeld, vw. — Gefr. Adolf Vollrath, Frankenhausen, vw. — Johann Groß, Heckenholz, vw. — Jean Reis, Hanau, vw. — Philipp Gemmer, Mettert, vw.: [92, 360, 304, 405]
list-entry: 6. Kompagnie: Reinhold Rimbach, Gehrenbach, lvw.: [546, 609, 709, 617]
list-entry: 11. Kompagnie: Josef Scherer, Steinbach bei Limburg, tot.: [98, 277, 282, 285]
list-entry: Christian Roel, Oberursel, bisher vermißt, verw.: [546, 250, 698, 258]
newspaper-page[interactable]: [52, 0, 1000, 1458]
list-entry: 1. Kompagnie: Eduard Frisch, Geisweid, lvw. — Heinrich Sofrius, Untertriebenbach, vw. — Wilh. Kiel, Mörlach, lvw. — Gefr. d. R. Robert Kremer, Niederbrechen, lvw. — Heinr. Schmitt, Frankfurt a. M., vw.: [316, 221, 528, 251]
list-entry: 12. Kompagnie: Valentin Riebel, Sockolheim, schw. — Josef Klottz, Groembach, tvw. — Jakob Weismuth, Frankfurt a. M.-Bockenheim, lvw. — Karl Müller III, Rauenheim, lvw. — Friedrich Hofmann, Heisterbach, schw. — Karl Dippel, Frankfurt a. M., vw.: [540, 322, 752, 353]
list-entry: 1. Kompagnie: Johann Schubert, Wallstadt, leicht verwundet.: [546, 871, 738, 879]
list-entry: 2. Kompagnie: Offiz.-Aspirant Hermann Wolf, Hofgeismar, lvw.: [322, 694, 518, 702]
list-entry: Karl Thorn, Pleitenstadt, vw. — Gefr. Karl Trautwein, Harheim, vw. — Konrad Zimmermann, Biedenkopf, vw. — Franz Spitz, Sternbeim, vw.: [540, 100, 752, 123]
section-heading: Reserve-Inf.-Regt. 2. Stralsund, Anklam, Stettin.: [332, 494, 512, 503]
list-entry: Zoul am 16. und 18. Oktober 1914.: [546, 526, 657, 534]
list-entry: 9. Kompagnie: Ludwig Blum, Aue, schw. — Georg Leimbach, Fulda, schw.: [316, 618, 528, 634]
list-entry: 3. Kompagnie: Peter Carbach II, Karbach, vw. — Eugen Schaub, Gottbach, vw.: [316, 937, 528, 952]
list-entry: 6. Kompagnie: Unteroffz. Rudolf Wolf, Wiesbaden, lvw.: [322, 504, 494, 512]
list-entry: 9. Kompagnie: Gefr. Chr. Reitätten, lvw. — Emil Reil, Langenselbold, Geinhausen, lvw. — Gefr. Georg Schneider, Wiesbaden, vw. — Jos. Karbach, Bandbach, schw. — Lamb. Ero. Castor, Oberdorf, lvw.: [92, 428, 304, 458]
list-entry: 11. Kompagnie: Georg Ulrich, Worms a. Rh., leicht verwundet.: [322, 538, 519, 546]
list-entry: 3. Kompagnie: Vizefdw. d. R. Offz.-Stellv. Arnold Nonnebrod, lvw. — Unteroffz. d. R. Eugen Steuber, Altdenkütte, lvw.: [92, 530, 304, 545]
list-entry: 2. Kompagnie: Gefr. Johann Jos. Ginderkeinau, schw. — Gefr. Rudolf Reib, Kirspach, tot. — Gefr. Peter Gubernath, Frankfurt a. M.-Nieberad, lvw. — Wilh. Sehr, Frankfurt a. M., schw. — Friedrich Schub, Frankfurt a. M., lvw.: [92, 934, 304, 965]
section-heading: Füs.-Reg. Nr. 86. 1. Bat. Flensburg.: [804, 706, 936, 715]
list-entry: 4. Kompagnie: Joseph Hößlich, Kassel, lvw. — Josef Schäfer II, Dornbach, vw.: [316, 713, 528, 729]
list-entry: 8. Kompagnie: Theodor Seidel, Oberursel, lvw. — Herm. Martin, Frauenbach, vw.: [316, 349, 528, 365]
list-entry: 12. Kompagnie: Franz d. R. Seiffert, Stoffel, tot. — Jakob Brunner, Nieder-Erlenbach, lvw.: [92, 496, 304, 511]
header-rule: [92, 94, 977, 96]
list-entry: 9. Kompagnie: Otto Heringer, Biesbach, leicht verwundet.: [322, 740, 505, 748]
list-entry: 3. Kompagnie: Ludwig Walter, Kaichsheim, vw. — Joh. Karl Gentinger, lvw. — Karl Gemmele, Grebenstein, vw. — Wilhelm Müller, Wellenbach, vw.: [540, 765, 752, 788]
list-entry: 12. Kompagnie: Gefr. d. R. Friedrich Lobe, Kirchen, tot.: [770, 145, 945, 153]
section-heading: Infanterie-Regim. Nr. 28. Ehrenbreitstein, Koblenz.: [326, 927, 518, 936]
list-entry: 10. Kompagnie: Heinrich Rödel, Langenselbold, vw. — Unteroffz. d. R. Vetter Heim, Eschbach, vw.: [92, 458, 304, 473]
list-entry: 4. Kompagnie: Wilhelm Schmitt, Frankfurt a. M., vw. — Hermann Merkel, Neuweilnau, lvw. — Peter Keuth, Herschbach, tot. — August Schraudenbach, Laubach, tot.: [92, 220, 304, 243]
section-heading: Landw.-Inf.-Reg. Nr. 13. 10. Komp. Paderborn.: [336, 643, 508, 652]
section-heading: 2. Garde-Regiment, Berlin.: [148, 245, 248, 254]
list-entry: 4. Kompagnie: Vizefdw. d. R. Franz Wolf, Heidelsheim, schw. — Leo Müller, Ladenburg, schw.: [764, 688, 976, 704]
list-entry: 7. Kompagnie: Hermann Hilm, Dickschied, vw. — Josef Grünwald, Niederzeuzheim, vw. — Herm. Martin, Frauenbach, vw.: [316, 334, 528, 349]
list-entry: Johannes Eidel, Niederhausen, bish. vm., am 10. 10. 14 Res.-Laz. Arnsfeld gest. — Jos. Rehbock, bish. vm.: [764, 119, 976, 134]
list-entry: 3. Kompagnie: Unteroffz. Heinrich Vorbach, Kalt, schw.: [322, 781, 496, 789]
text-columns: [92, 100, 982, 1440]
section-heading: Reserve-Inf.-Regt. Nr. 25. 1. Bataillon, Neuwied.: [332, 791, 512, 800]
headline: Aus den Verlust-Listen: [115, 102, 281, 142]
section-heading: Leib-Grenadier-Regiment Nr. 8. Frankfurt a. O.: [335, 574, 509, 583]
list-entry: 3. Kompagnie: Georg Kirchmeyer, Schönhagen, vw. — Friedrich Weber, Baufsen, lvw. — Wilhelm Elingen, Rosenheim, lvw. — Rudolf Wagner, Rochenbaumgarten, vw.: [764, 221, 976, 244]
list-entry: 6. Kompagnie: Christ. Oberzell, vw.: [322, 100, 433, 107]
column-2: [316, 100, 528, 1440]
list-entry: 1. Kompagnie: Hauptm. Ludwig Höfler, Biebrich, vw.: [322, 986, 488, 994]
list-entry: 5. Kompagnie: Ohlen, Nüßlina, vermißt. Ohlen. d. R. Fehr. v. Müffling, sonst Beilcamb. — Philipp Frank, Wiesbaden, lvw. — Heinrich Döllenbrümer, Steinau, vw. — Friedrich Kessler, Hausen, vw. — Wilh. Hoch, Johannisberg, vw.: [92, 330, 304, 360]
header-rule-thin: [92, 97, 977, 98]
list-entry: 8. Kompagnie: Unteroffz. Eduard Staab, Limburg, schw. — Franz Josef Roth, Oberbrechen, vw. — Peter Obernbacher, Dehrn, lvw.: [764, 937, 976, 953]
list-entry: 11. Kompagnie: Gefr. d. R. Aug. Hermann, Rehden, vw. — Gustav Bitter, Möllenbed, vw. — August Säffer, Groß-Wieden, vw. — Ernst Friedrichshagen, vw. — Heinrich Schwarze, Wieden, vw. — Karl Lange, Gehlen, vw. — Friedrich Warnecke, Obernkirchen, vw.: [764, 432, 976, 463]
list-entry: 8. Kompagnie: Johann Kopp, Frankfurt a. M.-Rödelheim, schw.: [322, 762, 519, 770]
list-entry: 2. Kompagnie: Heinrich Busch, Kaiserslautern, vw.: [322, 994, 482, 1002]
section-heading: Infanterie-Regiment Nr. 70. Saarbrücken.: [568, 1047, 724, 1056]
list-entry: 1. Kompagnie: Hauptm. Alexander Frhr. v. Blarcorrieren, Kassel, schw.: [764, 485, 976, 501]
